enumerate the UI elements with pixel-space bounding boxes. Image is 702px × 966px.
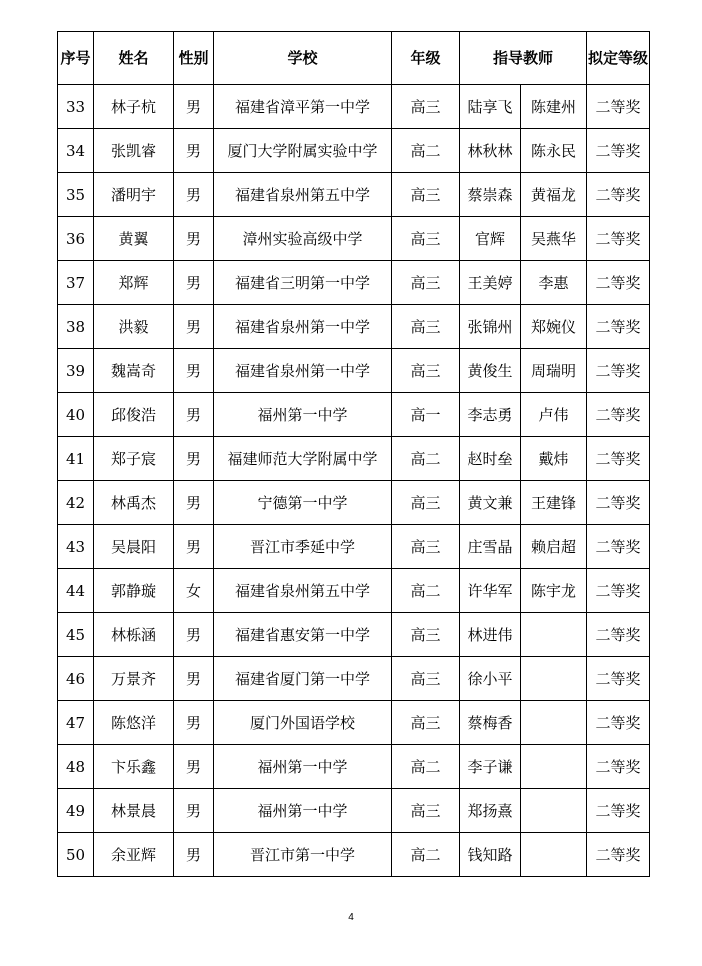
award-roster-table bbox=[57, 31, 650, 877]
cell-grade: 高三 bbox=[392, 217, 460, 261]
cell-gender: 男 bbox=[174, 701, 214, 745]
cell-award: 二等奖 bbox=[587, 833, 650, 877]
cell-grade: 高三 bbox=[392, 173, 460, 217]
cell-grade: 高三 bbox=[392, 261, 460, 305]
cell-gender: 男 bbox=[174, 217, 214, 261]
cell-teacher-2 bbox=[521, 745, 587, 789]
cell-teacher-2: 黄福龙 bbox=[521, 173, 587, 217]
cell-school: 厦门外国语学校 bbox=[214, 701, 392, 745]
cell-teacher-1: 王美婷 bbox=[460, 261, 521, 305]
cell-gender: 男 bbox=[174, 613, 214, 657]
table-row bbox=[58, 701, 650, 745]
cell-grade: 高三 bbox=[392, 305, 460, 349]
cell-gender: 男 bbox=[174, 173, 214, 217]
cell-name: 郑子宸 bbox=[94, 437, 174, 481]
table-row bbox=[58, 437, 650, 481]
table-row bbox=[58, 217, 650, 261]
cell-name: 张凯睿 bbox=[94, 129, 174, 173]
table-row bbox=[58, 745, 650, 789]
cell-name: 洪毅 bbox=[94, 305, 174, 349]
page-number: 4 bbox=[348, 912, 354, 923]
cell-school: 福建省三明第一中学 bbox=[214, 261, 392, 305]
cell-gender: 男 bbox=[174, 261, 214, 305]
cell-teacher-2 bbox=[521, 657, 587, 701]
cell-teacher-1: 陆享飞 bbox=[460, 85, 521, 129]
cell-no: 35 bbox=[58, 173, 94, 217]
cell-teacher-2: 王建锋 bbox=[521, 481, 587, 525]
cell-teacher-1: 许华军 bbox=[460, 569, 521, 613]
cell-grade: 高三 bbox=[392, 85, 460, 129]
cell-award: 二等奖 bbox=[587, 217, 650, 261]
cell-teacher-2 bbox=[521, 701, 587, 745]
header-award: 拟定等级 bbox=[587, 32, 650, 85]
cell-grade: 高三 bbox=[392, 349, 460, 393]
cell-name: 潘明宇 bbox=[94, 173, 174, 217]
cell-award: 二等奖 bbox=[587, 129, 650, 173]
cell-grade: 高三 bbox=[392, 613, 460, 657]
cell-no: 49 bbox=[58, 789, 94, 833]
table-row bbox=[58, 481, 650, 525]
cell-school: 宁德第一中学 bbox=[214, 481, 392, 525]
cell-school: 福建师范大学附属中学 bbox=[214, 437, 392, 481]
cell-gender: 男 bbox=[174, 789, 214, 833]
cell-school: 福建省泉州第一中学 bbox=[214, 349, 392, 393]
cell-teacher-1: 林秋林 bbox=[460, 129, 521, 173]
table-row bbox=[58, 393, 650, 437]
cell-name: 陈悠洋 bbox=[94, 701, 174, 745]
cell-gender: 男 bbox=[174, 129, 214, 173]
cell-name: 郭静璇 bbox=[94, 569, 174, 613]
cell-award: 二等奖 bbox=[587, 437, 650, 481]
cell-teacher-2: 周瑞明 bbox=[521, 349, 587, 393]
cell-teacher-2: 李惠 bbox=[521, 261, 587, 305]
cell-teacher-1: 张锦州 bbox=[460, 305, 521, 349]
cell-gender: 男 bbox=[174, 525, 214, 569]
cell-teacher-1: 钱知路 bbox=[460, 833, 521, 877]
cell-no: 47 bbox=[58, 701, 94, 745]
cell-gender: 男 bbox=[174, 85, 214, 129]
cell-grade: 高二 bbox=[392, 745, 460, 789]
table-row bbox=[58, 613, 650, 657]
cell-award: 二等奖 bbox=[587, 261, 650, 305]
table-row bbox=[58, 833, 650, 877]
cell-award: 二等奖 bbox=[587, 657, 650, 701]
cell-school: 福建省漳平第一中学 bbox=[214, 85, 392, 129]
cell-no: 33 bbox=[58, 85, 94, 129]
table-row bbox=[58, 85, 650, 129]
header-teachers: 指导教师 bbox=[460, 32, 587, 85]
cell-name: 卞乐鑫 bbox=[94, 745, 174, 789]
cell-award: 二等奖 bbox=[587, 745, 650, 789]
table-row bbox=[58, 657, 650, 701]
cell-teacher-2: 陈建州 bbox=[521, 85, 587, 129]
cell-name: 林栎涵 bbox=[94, 613, 174, 657]
cell-gender: 男 bbox=[174, 437, 214, 481]
cell-grade: 高三 bbox=[392, 481, 460, 525]
cell-award: 二等奖 bbox=[587, 349, 650, 393]
cell-no: 37 bbox=[58, 261, 94, 305]
cell-name: 魏嵩奇 bbox=[94, 349, 174, 393]
header-no: 序号 bbox=[58, 32, 94, 85]
cell-name: 林禹杰 bbox=[94, 481, 174, 525]
cell-teacher-1: 徐小平 bbox=[460, 657, 521, 701]
cell-school: 福建省厦门第一中学 bbox=[214, 657, 392, 701]
table-row bbox=[58, 349, 650, 393]
cell-grade: 高三 bbox=[392, 789, 460, 833]
cell-award: 二等奖 bbox=[587, 393, 650, 437]
cell-teacher-2: 卢伟 bbox=[521, 393, 587, 437]
cell-award: 二等奖 bbox=[587, 701, 650, 745]
cell-no: 48 bbox=[58, 745, 94, 789]
cell-teacher-2 bbox=[521, 833, 587, 877]
cell-no: 40 bbox=[58, 393, 94, 437]
cell-gender: 男 bbox=[174, 481, 214, 525]
cell-gender: 男 bbox=[174, 833, 214, 877]
cell-name: 吴晨阳 bbox=[94, 525, 174, 569]
cell-no: 46 bbox=[58, 657, 94, 701]
table-row bbox=[58, 173, 650, 217]
header-school: 学校 bbox=[214, 32, 392, 85]
cell-grade: 高二 bbox=[392, 129, 460, 173]
cell-grade: 高三 bbox=[392, 525, 460, 569]
cell-name: 黄翼 bbox=[94, 217, 174, 261]
table-row bbox=[58, 569, 650, 613]
cell-no: 34 bbox=[58, 129, 94, 173]
cell-school: 晋江市季延中学 bbox=[214, 525, 392, 569]
cell-teacher-2: 郑婉仪 bbox=[521, 305, 587, 349]
table-row bbox=[58, 525, 650, 569]
cell-name: 郑辉 bbox=[94, 261, 174, 305]
cell-teacher-1: 李子谦 bbox=[460, 745, 521, 789]
header-grade: 年级 bbox=[392, 32, 460, 85]
cell-school: 福建省泉州第五中学 bbox=[214, 173, 392, 217]
header-gender: 性别 bbox=[174, 32, 214, 85]
cell-no: 45 bbox=[58, 613, 94, 657]
cell-award: 二等奖 bbox=[587, 569, 650, 613]
cell-teacher-1: 蔡梅香 bbox=[460, 701, 521, 745]
cell-grade: 高二 bbox=[392, 437, 460, 481]
cell-teacher-1: 黄俊生 bbox=[460, 349, 521, 393]
table-row bbox=[58, 305, 650, 349]
cell-teacher-2: 戴炜 bbox=[521, 437, 587, 481]
table-row bbox=[58, 261, 650, 305]
cell-gender: 男 bbox=[174, 393, 214, 437]
cell-teacher-2: 陈宇龙 bbox=[521, 569, 587, 613]
cell-name: 万景齐 bbox=[94, 657, 174, 701]
cell-teacher-1: 官辉 bbox=[460, 217, 521, 261]
cell-award: 二等奖 bbox=[587, 305, 650, 349]
cell-school: 厦门大学附属实验中学 bbox=[214, 129, 392, 173]
table-header-row bbox=[58, 32, 650, 85]
cell-name: 林景晨 bbox=[94, 789, 174, 833]
cell-no: 36 bbox=[58, 217, 94, 261]
table-row bbox=[58, 789, 650, 833]
cell-teacher-1: 蔡崇森 bbox=[460, 173, 521, 217]
cell-gender: 男 bbox=[174, 657, 214, 701]
cell-school: 福建省泉州第五中学 bbox=[214, 569, 392, 613]
cell-school: 福建省惠安第一中学 bbox=[214, 613, 392, 657]
table-body bbox=[58, 85, 650, 877]
cell-name: 邱俊浩 bbox=[94, 393, 174, 437]
header-name: 姓名 bbox=[94, 32, 174, 85]
cell-school: 福州第一中学 bbox=[214, 745, 392, 789]
table-row bbox=[58, 129, 650, 173]
cell-award: 二等奖 bbox=[587, 481, 650, 525]
cell-gender: 男 bbox=[174, 745, 214, 789]
cell-teacher-1: 黄文兼 bbox=[460, 481, 521, 525]
cell-award: 二等奖 bbox=[587, 525, 650, 569]
cell-award: 二等奖 bbox=[587, 173, 650, 217]
cell-teacher-1: 林进伟 bbox=[460, 613, 521, 657]
cell-grade: 高三 bbox=[392, 657, 460, 701]
cell-school: 晋江市第一中学 bbox=[214, 833, 392, 877]
cell-grade: 高三 bbox=[392, 701, 460, 745]
cell-teacher-2 bbox=[521, 613, 587, 657]
cell-no: 38 bbox=[58, 305, 94, 349]
cell-school: 漳州实验高级中学 bbox=[214, 217, 392, 261]
cell-name: 林子杭 bbox=[94, 85, 174, 129]
cell-award: 二等奖 bbox=[587, 613, 650, 657]
cell-gender: 男 bbox=[174, 305, 214, 349]
cell-no: 50 bbox=[58, 833, 94, 877]
cell-school: 福州第一中学 bbox=[214, 393, 392, 437]
cell-grade: 高二 bbox=[392, 833, 460, 877]
cell-gender: 女 bbox=[174, 569, 214, 613]
cell-no: 41 bbox=[58, 437, 94, 481]
cell-teacher-2 bbox=[521, 789, 587, 833]
cell-teacher-2: 吴燕华 bbox=[521, 217, 587, 261]
cell-teacher-2: 赖启超 bbox=[521, 525, 587, 569]
cell-teacher-1: 郑扬熹 bbox=[460, 789, 521, 833]
cell-no: 43 bbox=[58, 525, 94, 569]
cell-teacher-2: 陈永民 bbox=[521, 129, 587, 173]
cell-award: 二等奖 bbox=[587, 789, 650, 833]
cell-teacher-1: 李志勇 bbox=[460, 393, 521, 437]
cell-teacher-1: 赵时垒 bbox=[460, 437, 521, 481]
cell-school: 福州第一中学 bbox=[214, 789, 392, 833]
cell-no: 39 bbox=[58, 349, 94, 393]
cell-no: 44 bbox=[58, 569, 94, 613]
cell-school: 福建省泉州第一中学 bbox=[214, 305, 392, 349]
cell-award: 二等奖 bbox=[587, 85, 650, 129]
cell-gender: 男 bbox=[174, 349, 214, 393]
cell-grade: 高一 bbox=[392, 393, 460, 437]
cell-name: 余亚辉 bbox=[94, 833, 174, 877]
cell-grade: 高二 bbox=[392, 569, 460, 613]
cell-teacher-1: 庄雪晶 bbox=[460, 525, 521, 569]
cell-no: 42 bbox=[58, 481, 94, 525]
